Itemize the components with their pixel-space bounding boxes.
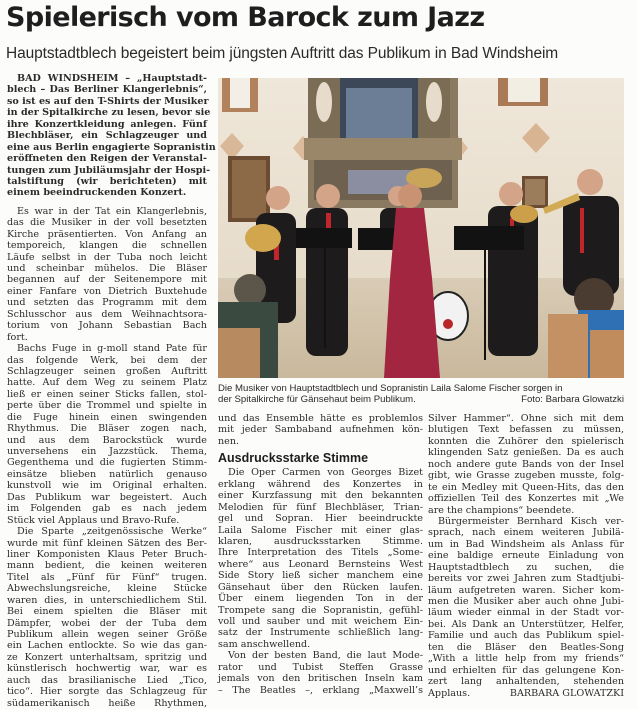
author-byline: BARBARA GLOWATZKI xyxy=(509,687,624,699)
text-line: Von der besten Band, die laut Mode- xyxy=(228,650,423,662)
text-line: erklang während des Konzertes in xyxy=(218,478,423,490)
text-line: Bürgermeister Bernhard Kisch ver- xyxy=(438,515,624,527)
text-line: in der Spitalkirche zu lesen, bevor sie xyxy=(7,107,211,119)
text-line: klingenden Satz genießen. Da es auch xyxy=(428,447,624,459)
text-line: Hauptstadtblech zu suchen, die xyxy=(428,561,624,573)
text-line: Ihre Interpretation des Titels „Some- xyxy=(218,547,423,559)
photo-credit: Foto: Barbara Glowatzki xyxy=(521,393,624,405)
text-line: talstiftung (wir berichteten) mit xyxy=(7,175,207,187)
text-line: „With a little help from my friends“ xyxy=(428,653,624,665)
text-line: blutigen Text befassen zu müssen, xyxy=(428,424,624,436)
paragraph-gap xyxy=(7,199,207,206)
text-line: Rhythmus. Die Bläser zogen nach, xyxy=(7,423,207,435)
column-3 xyxy=(428,413,624,699)
text-line: begannen auf der Seitenempore mit xyxy=(7,274,207,286)
text-line: läum aufgetreten waren. Sicher kom- xyxy=(428,584,624,596)
text-line: offiziellen Teil des Konzertes mit „We xyxy=(428,493,624,505)
concert-photo-icon xyxy=(218,78,624,378)
concert-photo xyxy=(218,78,624,378)
text-line: und setzten das Programm mit dem xyxy=(7,297,207,309)
text-line: ein Lachen entlockte. So wie das gan- xyxy=(7,640,207,652)
text-line: einer Kurzfassung mit den bekannten xyxy=(218,490,423,502)
text-line: wurde mit fünf kleinen Sätzen des Ber- xyxy=(7,537,207,549)
text-line: – The Beatles –, erklang „Maxwell’s xyxy=(218,684,423,696)
text-line: eine aus Berlin engagierte Sopranistin xyxy=(7,141,216,153)
text-line: men die Musiker aber auch ohne Jubi- xyxy=(428,596,624,607)
text-line: Das Publikum war begeistert. Auch xyxy=(7,491,207,503)
text-line: Läufe selbst in der Tuba noch leicht xyxy=(7,251,207,263)
text-line: um in Bad Windsheim als Anlass für xyxy=(428,538,624,550)
text-line: Side Story ließ sicher manchem eine xyxy=(218,570,423,582)
text-line: die Fuge hinein einen swingenden xyxy=(7,411,207,423)
section-subheading: Ausdrucksstarke Stimme xyxy=(218,451,369,466)
text-line: im Folgenden gab es nach jedem xyxy=(7,503,207,515)
text-line: ten die Bläser den Beatles-Song xyxy=(428,641,624,653)
text-line: mit jeder Sambaband aufnehmen kön- xyxy=(218,424,423,436)
text-line: einsätze blieben natürlich genauso xyxy=(7,468,207,480)
text-line: Laila Salome Fischer mit einer glas- xyxy=(218,524,423,536)
text-line: hatte. Auf dem Weg zu seinem Platz xyxy=(7,377,207,389)
text-line: voll und sauber und mit weichem Ein- xyxy=(218,616,423,627)
text-line: satz der Instrumente schließlich lang- xyxy=(218,627,423,639)
text-line: mann bedient, die keinen weiteren xyxy=(7,560,207,572)
text-line: das folgende Werk, bei dem der xyxy=(7,354,207,366)
text-line: unversehens ein Jazzstück. Thema, xyxy=(7,446,207,457)
text-line: ihre Konzertkleidung anlegen. Fünf xyxy=(7,118,207,130)
text-line: einem beeindruckenden Konzert. xyxy=(7,187,187,199)
caption-line-2: der Spitalkirche für Gänsehaut beim Publikum. xyxy=(218,393,416,405)
text-line: temporeich, klangen die schnellen xyxy=(7,240,207,252)
text-line: so ist es auf den T-Shirts der Musiker xyxy=(7,95,209,107)
text-line: torium von Johann Sebastian Bach xyxy=(7,320,207,332)
text-line: jemals von den britischen Inseln kam xyxy=(218,673,423,685)
text-line: zert lang anhaltenden, stehenden xyxy=(428,676,624,688)
photo-caption xyxy=(218,384,624,405)
text-line: Melodien für fünf Blechbläser, Trian- xyxy=(218,501,423,513)
text-line: BAD WINDSHEIM – „Hauptstadt- xyxy=(17,73,207,84)
text-line: südamerikanisch heiße Rhythmen, xyxy=(7,697,207,709)
text-line: klaren, ausdrucksstarken Stimme. xyxy=(218,535,423,547)
text-line: das die Musiker in der voll besetzten xyxy=(7,217,207,229)
closing-text: Applaus. xyxy=(428,687,471,699)
text-line: Die Oper Carmen von Georges Bizet xyxy=(228,467,423,479)
text-line: auch das brasilianische Lied „Tico, xyxy=(7,674,207,686)
text-line: nen. xyxy=(218,435,240,447)
text-line: tungen zum Jubiläumsjahr der Hospi- xyxy=(7,164,211,176)
text-line: und erhielten für das gelungene Kon- xyxy=(428,664,624,676)
text-line: rator und Tubist Steffen Grasse xyxy=(218,661,423,673)
subheadline: Hauptstadtblech begeistert beim jüngsten Auftritt das Publikum in Bad Windsheim xyxy=(6,45,559,62)
column-1 xyxy=(7,73,216,709)
text-line: Schlagzeuger seinen großen Auftritt xyxy=(7,365,207,377)
text-line: Über einem liegenden Ton in der xyxy=(218,593,423,605)
text-line: Blechbläser, ein Schlagzeuger und xyxy=(7,130,207,142)
text-line: und scheinbar mühelos. Die Bläser xyxy=(7,263,207,274)
text-line: fort. xyxy=(7,331,28,343)
caption-line-1: Die Musiker von Hauptstadtblech und Sopranistin Laila Salome Fischer sorgen in xyxy=(218,383,563,394)
text-line: ließ er einen seiner Sticks fallen, stol- xyxy=(7,388,207,400)
text-line: Es war in der Tat ein Klangerlebnis, xyxy=(17,205,207,217)
text-line: Trompete sang die Sopranistin, gefühl- xyxy=(218,604,423,616)
text-line: Publikum allein wegen seiner Größe xyxy=(7,629,207,640)
text-line: künstlerisch hochwertig war, war es xyxy=(7,663,207,675)
text-line: eröffneten den Reigen der Veranstal- xyxy=(7,153,207,165)
text-line: noch andere gute Bands von der Insel xyxy=(428,458,624,470)
closing-line xyxy=(428,688,624,699)
text-line: Bachs Fuge in g-moll stand Pate für xyxy=(17,343,207,355)
text-line: Dämpfer, wobei der der Tuba dem xyxy=(7,617,207,629)
text-line: läum wieder einmal in der Stadt vor- xyxy=(428,607,624,619)
text-line: Titel als „Fünf für Fünf“ trugen. xyxy=(7,571,207,583)
text-line: Gänsehaut über den Rücken laufen. xyxy=(218,581,423,593)
text-line: waren dies, in unterschiedlichem Stil. xyxy=(7,594,207,606)
text-line: sam anschwellend. xyxy=(218,638,311,650)
text-line: bei. Als Dank an Unterstützer, Helfer, xyxy=(428,618,624,630)
text-line: Kirche präsentierten. Von Anfang an xyxy=(7,228,207,240)
text-line: Abwechslungsreiche, kleine Stücke xyxy=(7,583,207,595)
text-line: blech – Das Berliner Klangerlebnis“, xyxy=(7,84,207,96)
text-line: konnten die Zuhörer den spielerisch xyxy=(428,435,624,447)
text-line: ze Konzert unterhaltsam, spritzig und xyxy=(7,651,207,663)
text-line: bereits vor zwei Jahren zum Stadtjubi- xyxy=(428,573,624,585)
text-line: perte über die Trommel und spielte in xyxy=(7,400,207,412)
text-line: sprach, nach einem weiteren Jubilä- xyxy=(428,527,624,539)
text-line: where“ aus Leonard Bernsteins West xyxy=(218,558,423,570)
text-line: Silver Hammer“. Ohne sich mit dem xyxy=(428,413,624,424)
text-line: are the champions“ beendete. xyxy=(428,504,575,516)
text-line: und das Ensemble hätte es problemlos xyxy=(218,413,423,424)
text-line: te ein Medley mit Queen-Hits, das den xyxy=(428,481,624,493)
text-line: Bei einem spielten die Bläser mit xyxy=(7,606,207,618)
text-line: Schlusschor aus dem Weihnachtsora- xyxy=(7,308,207,320)
text-line: Stück viel Applaus und Bravo-Rufe. xyxy=(7,514,180,526)
text-line: eine baldige erneute Einladung von xyxy=(428,550,624,562)
text-line: kunstvoll wie im Original erhalten. xyxy=(7,480,207,492)
text-line: Die Sparte „zeitgenössische Werke“ xyxy=(17,526,207,538)
text-line: gibt, wie Grasse zugeben musste, folg- xyxy=(428,470,624,482)
text-line: gel und Sopran. Hier beeindruckte xyxy=(218,513,423,525)
text-line: Gegenthema und die fugierten Stimm- xyxy=(7,457,207,469)
text-line: einer Fanfare von Dietrich Buxtehude xyxy=(7,285,207,297)
text-line: tico“. Hier sorgte das Schlagzeug für xyxy=(7,686,207,698)
text-line: liner Komponisten Klaus Peter Bruch- xyxy=(7,548,207,560)
text-line: Familie und auch das Publikum spiel- xyxy=(428,630,624,642)
column-2 xyxy=(218,413,423,696)
text-line: und aus dem Barockstück wurde xyxy=(7,434,207,446)
headline: Spielerisch vom Barock zum Jazz xyxy=(6,2,485,33)
